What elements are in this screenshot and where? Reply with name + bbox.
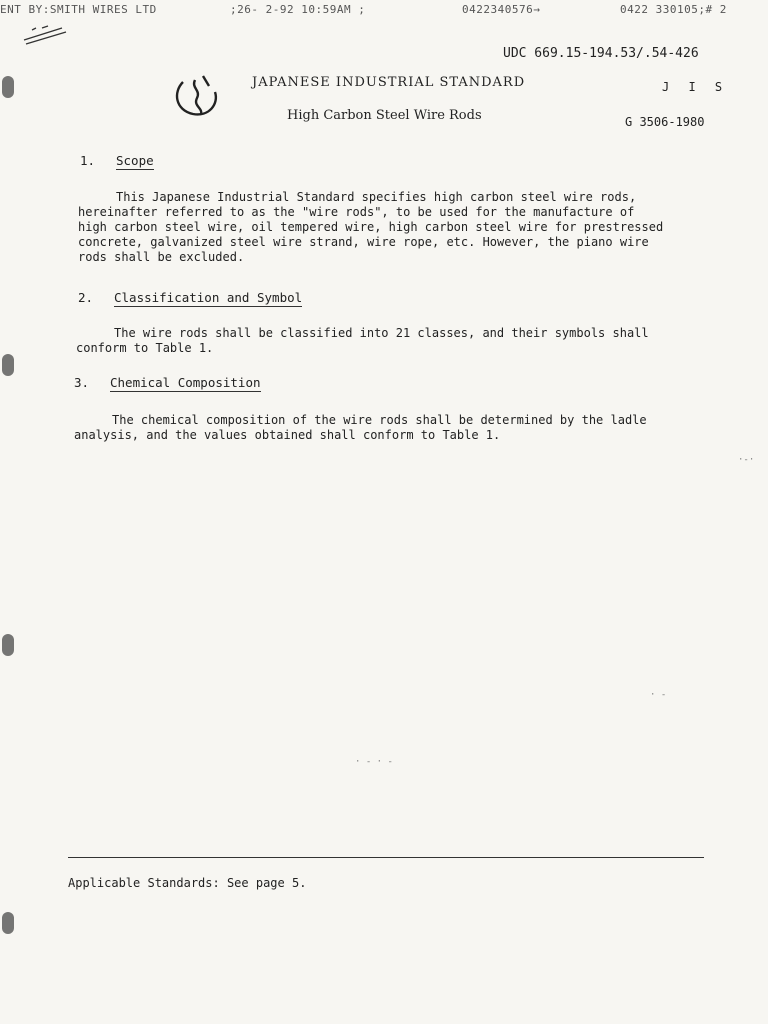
scan-speck: ·-· (738, 455, 755, 465)
section-title: Scope (116, 153, 154, 168)
section-heading-classification (78, 290, 302, 305)
punch-hole-mark (2, 634, 14, 656)
fax-sender: ENT BY:SMITH WIRES LTD (0, 3, 157, 16)
section-body-chemical (74, 413, 647, 443)
section-number: 3. (74, 375, 90, 390)
udc-code: UDC 669.15-194.53/.54-426 (503, 46, 699, 61)
section-heading-scope (80, 153, 154, 168)
jis-label: J I S (662, 80, 729, 94)
scan-speck: · - · - (355, 757, 393, 767)
body-line: This Japanese Industrial Standard specifies high carbon steel wire rods, (116, 190, 637, 204)
section-body-scope (78, 190, 663, 265)
standard-number: G 3506-1980 (625, 115, 705, 129)
organization-title: JAPANESE INDUSTRIAL STANDARD (252, 75, 526, 90)
body-line: hereinafter referred to as the "wire rods", to be used for the manufacture of (78, 205, 635, 219)
fax-datetime: ;26- 2-92 10:59AM ; (230, 3, 366, 16)
footer-divider (68, 857, 704, 858)
punch-hole-mark (2, 76, 14, 98)
body-line: concrete, galvanized steel wire strand, wire rope, etc. However, the piano wire (78, 235, 649, 249)
section-title: Classification and Symbol (114, 290, 303, 305)
jis-logo-icon (173, 72, 221, 118)
document-title: High Carbon Steel Wire Rods (287, 108, 482, 123)
body-line: The wire rods shall be classified into 21 classes, and their symbols shall (114, 326, 649, 340)
applicable-standards-note: Applicable Standards: See page 5. (68, 876, 307, 890)
section-body-classification (76, 326, 649, 356)
fax-from-number: 0422340576→ (462, 3, 541, 16)
body-line: high carbon steel wire, oil tempered wire, high carbon steel wire for prestressed (78, 220, 664, 234)
section-number: 1. (80, 153, 96, 168)
section-heading-chemical (74, 375, 261, 390)
body-line: rods shall be excluded. (78, 250, 245, 264)
body-line: The chemical composition of the wire rods shall be determined by the ladle (112, 413, 647, 427)
body-line: conform to Table 1. (76, 341, 214, 355)
fax-to-number: 0422 330105;# 2 (620, 3, 727, 16)
section-title: Chemical Composition (110, 375, 261, 390)
punch-hole-mark (2, 912, 14, 934)
scan-speck: · - (650, 690, 667, 700)
section-number: 2. (78, 290, 94, 305)
handwritten-scribble (22, 22, 82, 46)
body-line: analysis, and the values obtained shall conform to Table 1. (74, 428, 501, 442)
punch-hole-mark (2, 354, 14, 376)
